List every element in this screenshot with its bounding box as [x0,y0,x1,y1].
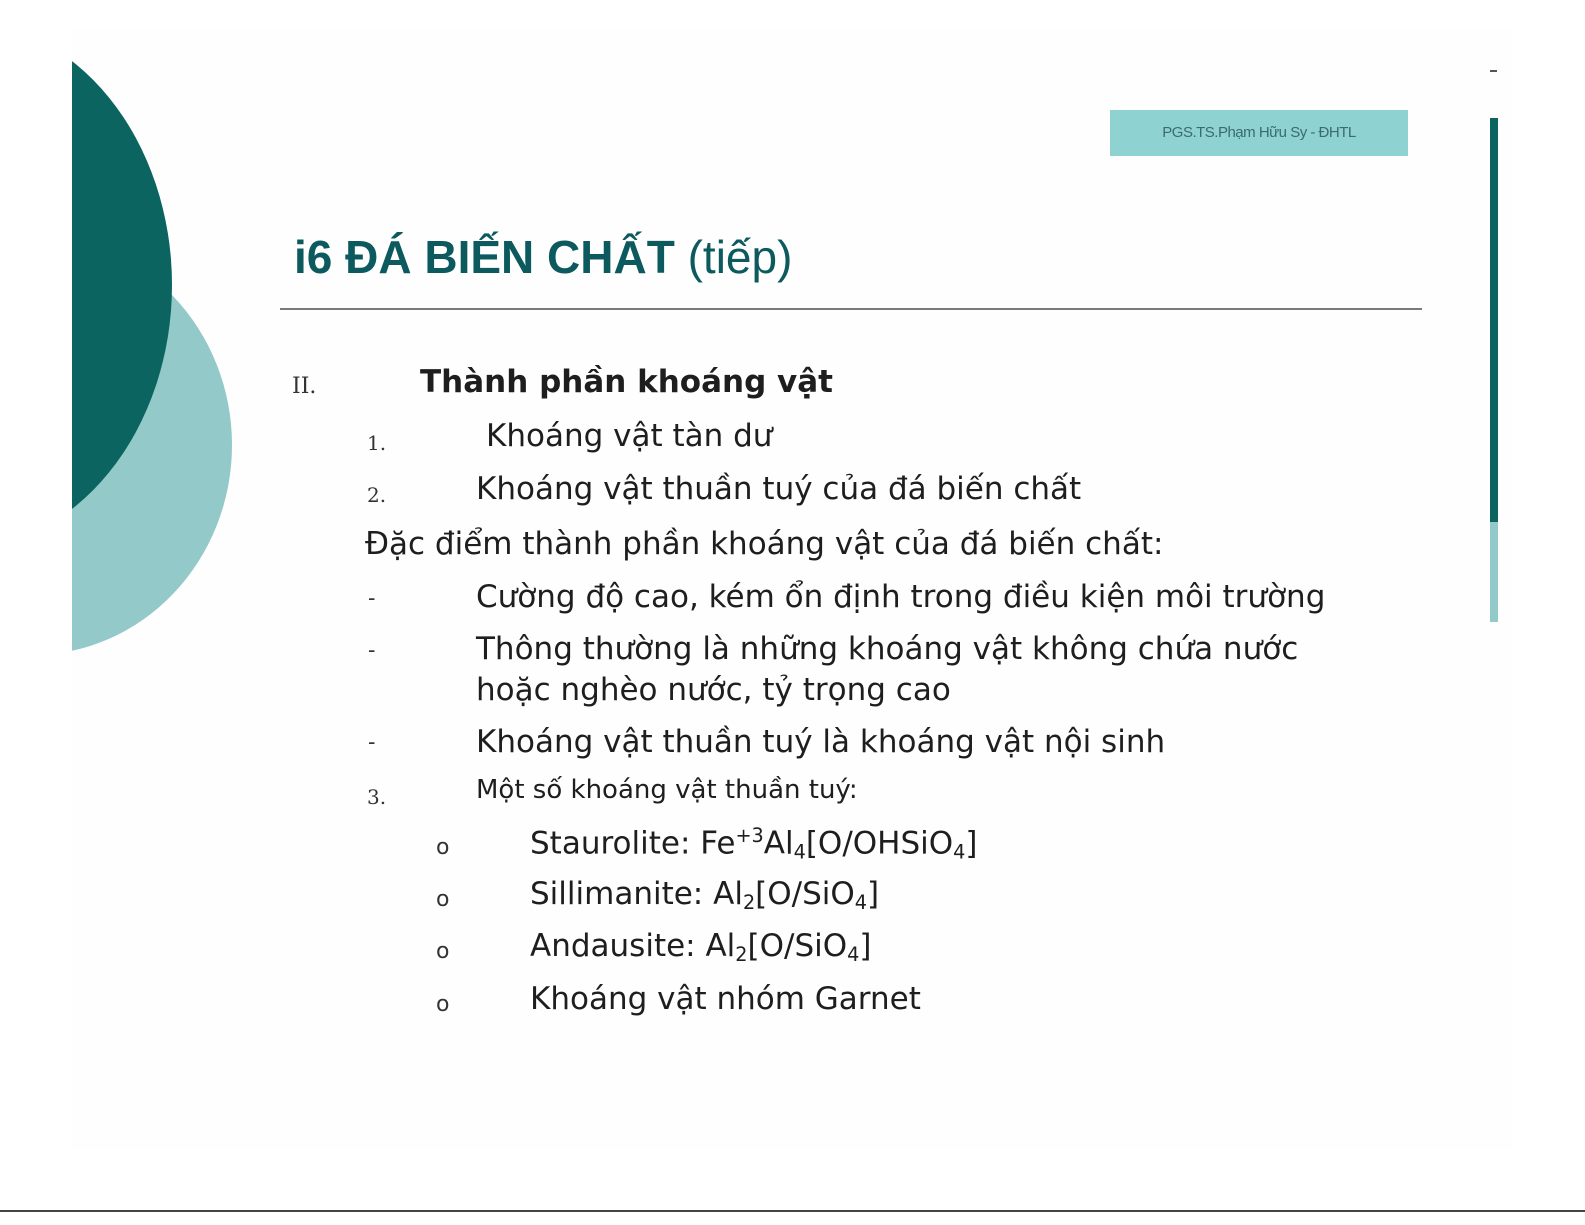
mineral-sillimanite [530,876,879,914]
mineral-name: Andausite: Al [530,928,736,964]
formula-part: ] [965,825,978,862]
bullet-marker: - [368,730,376,755]
list-item-marker: 1. [367,431,387,455]
list-item-marker: 3. [367,785,387,809]
features-heading: Đặc điểm thành phần khoáng vật của đá biến chất: [365,526,1164,562]
formula-part: [O/OHSiO [805,825,954,862]
formula-part: Al [763,825,794,862]
section-heading: Thành phần khoáng vật [420,364,834,400]
formula-part: ] [867,876,880,912]
right-accent-bar [1490,118,1498,522]
list-item-marker: 2. [367,483,387,507]
formula-part: ] [859,928,872,964]
formula-superscript: +3 [735,824,764,847]
bullet-marker: - [368,638,376,663]
bullet-item: Thông thường là những khoáng vật không chứa nước [476,631,1299,667]
formula-subscript: 2 [742,890,756,914]
bullet-marker: - [368,586,376,611]
list-item: Khoáng vật thuần tuý của đá biến chất [476,471,1082,507]
right-accent-bar-light [1490,522,1498,622]
formula-subscript: 4 [847,942,860,966]
mineral-marker: o [436,835,450,860]
formula-subscript: 2 [735,942,748,966]
list-item: Khoáng vật tàn dư [486,418,773,454]
page-corner-mark [1490,70,1497,72]
title-divider [280,308,1422,310]
bullet-item-continuation: hoặc nghèo nước, tỷ trọng cao [476,672,951,708]
mineral-garnet: Khoáng vật nhóm Garnet [530,981,921,1017]
slide-title-main: i6 ĐÁ BIẾN CHẤT [294,231,675,283]
formula-part: [O/SiO [747,928,848,964]
formula-subscript: 4 [793,840,806,864]
section-marker: II. [292,374,317,399]
slide-title [294,230,792,284]
bullet-item: Cường độ cao, kém ổn định trong điều kiện môi trường [476,579,1326,615]
author-label: PGS.TS.Phạm Hữu Sy - ĐHTL [1110,110,1408,156]
mineral-marker: o [436,992,450,1017]
slide [72,30,1512,1150]
formula-part: [O/SiO [755,876,855,912]
slide-title-suffix: (tiếp) [687,231,793,283]
formula-subscript: 4 [953,840,966,864]
mineral-name: Sillimanite: Al [530,876,743,912]
page-bottom-rule [0,1210,1585,1212]
list-item: Một số khoáng vật thuần tuý: [476,775,858,805]
mineral-andausite [530,928,871,966]
mineral-name: Staurolite: Fe [530,825,736,862]
mineral-staurolite [530,824,978,863]
mineral-marker: o [436,939,450,964]
bullet-item: Khoáng vật thuần tuý là khoáng vật nội sinh [476,724,1166,760]
formula-subscript: 4 [854,890,868,914]
mineral-marker: o [436,887,450,912]
